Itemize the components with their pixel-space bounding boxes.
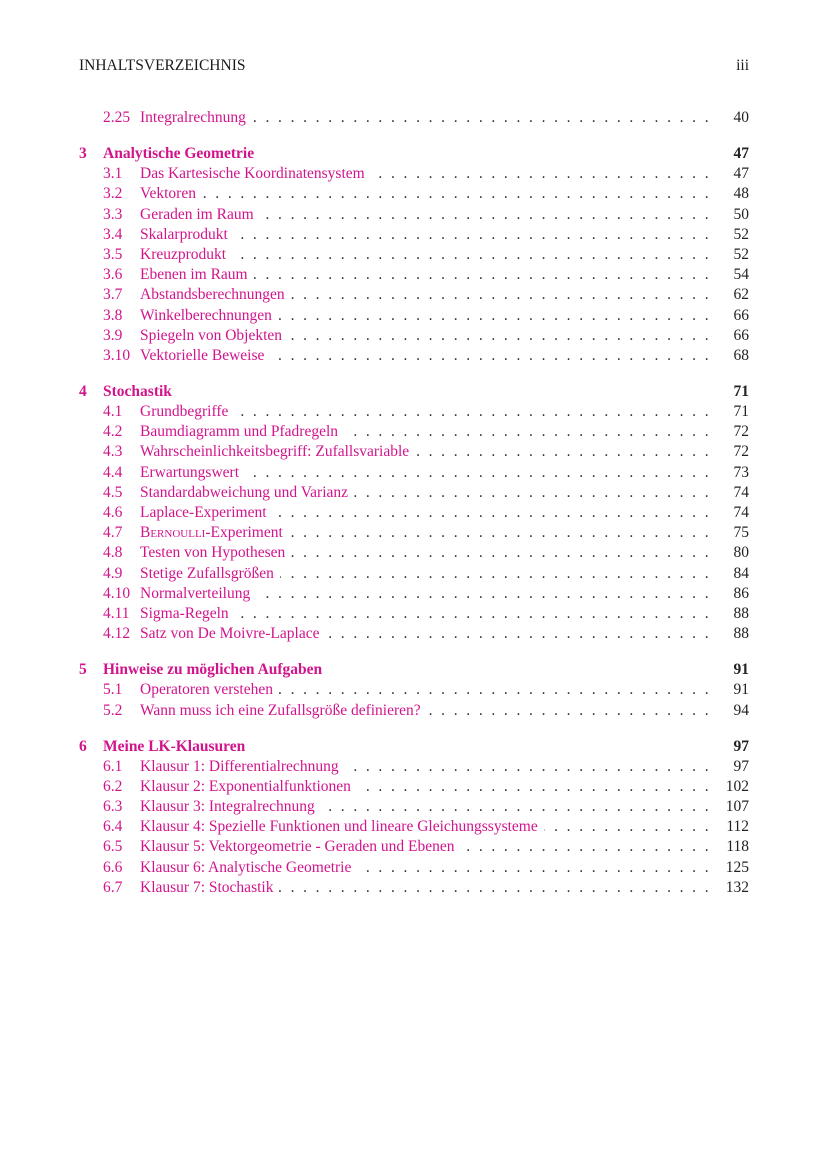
toc-entry-leader xyxy=(140,483,711,503)
toc-entry-page: 52 xyxy=(733,225,749,243)
toc-entry-page: 73 xyxy=(733,463,749,481)
toc-entry[interactable] xyxy=(79,503,749,523)
toc-entry-leader xyxy=(140,777,711,797)
running-header xyxy=(79,57,749,79)
toc-entry-number: 4.10 xyxy=(103,584,131,602)
toc-entry[interactable] xyxy=(79,306,749,326)
toc-entry[interactable] xyxy=(79,442,749,462)
toc-entry-label: Spiegeln von Objekten xyxy=(140,327,288,344)
toc-entry[interactable] xyxy=(79,164,749,184)
toc-chapter-label: Stochastik xyxy=(103,383,172,401)
toc-chapter-number: 3 xyxy=(79,145,87,163)
toc-entry[interactable] xyxy=(79,265,749,285)
toc-entry-page: 75 xyxy=(733,524,749,542)
toc-entry[interactable] xyxy=(79,777,749,797)
toc-chapter[interactable] xyxy=(79,736,749,757)
toc-entry-label: Abstandsberechnungen xyxy=(140,286,291,303)
toc-entry-label: Klausur 3: Integralrechnung xyxy=(140,798,321,815)
toc-entry-page: 66 xyxy=(733,306,749,324)
toc-entry[interactable] xyxy=(79,701,749,721)
toc-entry-number: 6.2 xyxy=(103,777,123,795)
toc-entry-page: 112 xyxy=(726,818,749,836)
toc-entry-number: 3.9 xyxy=(103,326,123,344)
toc-entry-page: 48 xyxy=(733,185,749,203)
toc-chapter-label: Meine LK-Klausuren xyxy=(103,737,246,755)
toc-entry-leader xyxy=(140,584,711,604)
toc-entry[interactable] xyxy=(79,858,749,878)
toc-entry-label: Klausur 6: Analytische Geometrie xyxy=(140,859,357,876)
toc-entry-label: Grundbegriffe xyxy=(140,403,234,420)
toc-entry-label: Klausur 5: Vektorgeometrie - Geraden und Ebenen xyxy=(140,838,461,855)
toc-entry[interactable] xyxy=(79,108,749,128)
toc-entry-leader xyxy=(140,184,711,204)
toc-entry-number: 5.2 xyxy=(103,701,123,719)
toc-chapter-number: 5 xyxy=(79,661,87,679)
toc-entry-label: Integralrechnung xyxy=(140,109,252,126)
toc-entry-leader xyxy=(140,245,711,265)
toc-entry-page: 84 xyxy=(733,564,749,582)
toc-entry-number: 3.3 xyxy=(103,205,123,223)
toc-entry-number: 4.4 xyxy=(103,463,123,481)
toc-entry-page: 62 xyxy=(733,286,749,304)
toc-entry[interactable] xyxy=(79,680,749,700)
toc-entry-label: Wann muss ich eine Zufallsgröße definieren? xyxy=(140,702,427,719)
toc-entry-leader xyxy=(140,346,711,366)
toc-entry-number: 4.11 xyxy=(103,604,130,622)
toc-entry-leader xyxy=(140,757,711,777)
toc-entry-leader xyxy=(140,205,711,225)
toc-entry-page: 97 xyxy=(733,757,749,775)
toc-entry-number: 6.5 xyxy=(103,838,123,856)
toc-entry-page: 72 xyxy=(733,443,749,461)
toc-entry[interactable] xyxy=(79,483,749,503)
toc-entry-number: 3.5 xyxy=(103,245,123,263)
toc-entry[interactable] xyxy=(79,285,749,305)
toc-chapter-number: 4 xyxy=(79,383,87,401)
toc-entry-leader xyxy=(140,442,711,462)
toc-entry-page: 40 xyxy=(733,109,749,126)
toc-entry-number: 4.7 xyxy=(103,524,123,542)
toc-entry-page: 68 xyxy=(733,346,749,364)
toc-entry[interactable] xyxy=(79,624,749,644)
toc-chapter-page: 47 xyxy=(733,145,749,163)
toc-entry-leader xyxy=(140,306,711,326)
toc-chapter[interactable] xyxy=(79,659,749,680)
toc-entry-label: Winkelberechnungen xyxy=(140,307,278,324)
toc-entry-page: 50 xyxy=(733,205,749,223)
table-of-contents xyxy=(79,108,749,898)
toc-entry-leader xyxy=(140,837,711,857)
toc-entry-number: 3.8 xyxy=(103,306,123,324)
toc-entry-leader xyxy=(140,225,711,245)
toc-entry-number: 4.12 xyxy=(103,625,131,643)
toc-entry-label: Operatoren verstehen xyxy=(140,681,279,698)
toc-entry-page: 107 xyxy=(725,798,749,816)
toc-entry-number: 3.4 xyxy=(103,225,123,243)
toc-entry-page: 52 xyxy=(733,245,749,263)
toc-entry[interactable] xyxy=(79,817,749,837)
toc-entry-page: 72 xyxy=(733,423,749,441)
toc-entry-label: Ebenen im Raum xyxy=(140,266,254,283)
toc-entry-label: Bernoulli-Experiment xyxy=(140,524,289,541)
toc-entry-page: 118 xyxy=(726,838,749,856)
toc-entry-page: 125 xyxy=(725,858,749,876)
toc-entry[interactable] xyxy=(79,543,749,563)
toc-entry-label: Klausur 7: Stochastik xyxy=(140,879,279,896)
header-page-number: iii xyxy=(736,57,749,74)
toc-entry-number: 4.5 xyxy=(103,483,123,501)
toc-entry-label: Wahrscheinlichkeitsbegriff: Zufallsvariable xyxy=(140,443,415,460)
toc-entry[interactable] xyxy=(79,326,749,346)
toc-entry-page: 71 xyxy=(733,403,749,421)
toc-chapter[interactable] xyxy=(79,143,749,164)
toc-entry-label: Geraden im Raum xyxy=(140,206,260,223)
toc-chapter-page: 71 xyxy=(733,383,749,401)
toc-entry-number: 5.1 xyxy=(103,681,123,699)
toc-entry[interactable] xyxy=(79,584,749,604)
toc-entry-page: 86 xyxy=(733,584,749,602)
toc-entry-label: Klausur 1: Differentialrechnung xyxy=(140,758,345,775)
toc-entry-label: Das Kartesische Koordinatensystem xyxy=(140,165,371,182)
toc-entry-leader xyxy=(140,108,711,128)
toc-entry-leader xyxy=(140,858,711,878)
toc-entry[interactable] xyxy=(79,523,749,543)
toc-entry[interactable] xyxy=(79,205,749,225)
toc-entry[interactable] xyxy=(79,878,749,898)
toc-entry-leader xyxy=(140,543,711,563)
toc-entry-number: 6.7 xyxy=(103,878,123,896)
toc-entry-page: 94 xyxy=(733,701,749,719)
toc-chapter-page: 91 xyxy=(733,661,749,679)
toc-entry-label: Stetige Zufallsgrößen xyxy=(140,565,280,582)
toc-entry[interactable] xyxy=(79,797,749,817)
toc-entry-leader xyxy=(140,326,711,346)
toc-entry-label: Vektoren xyxy=(140,185,202,202)
toc-entry-page: 47 xyxy=(733,165,749,183)
toc-entry-number: 4.3 xyxy=(103,443,123,461)
toc-entry-page: 102 xyxy=(725,777,749,795)
toc-entry[interactable] xyxy=(79,184,749,204)
toc-entry-leader xyxy=(140,797,711,817)
toc-chapter-number: 6 xyxy=(79,737,87,755)
toc-entry-number: 4.8 xyxy=(103,544,123,562)
toc-entry-leader xyxy=(140,604,711,624)
toc-chapter-page: 97 xyxy=(733,737,749,755)
toc-entry-number: 6.1 xyxy=(103,757,123,775)
toc-entry-number: 4.2 xyxy=(103,423,123,441)
toc-entry-leader xyxy=(140,285,711,305)
toc-entry-page: 74 xyxy=(733,504,749,521)
toc-entry-number: 3.10 xyxy=(103,346,131,364)
toc-entry[interactable] xyxy=(79,402,749,422)
toc-entry[interactable] xyxy=(79,245,749,265)
toc-entry-label: Normalverteilung xyxy=(140,585,256,602)
toc-entry-leader xyxy=(140,265,711,285)
toc-chapter[interactable] xyxy=(79,381,749,402)
header-title: INHALTSVERZEICHNIS xyxy=(79,57,246,74)
toc-entry-leader xyxy=(140,817,711,837)
toc-entry-label: Satz von De Moivre-Laplace xyxy=(140,625,325,642)
toc-chapter-label: Analytische Geometrie xyxy=(103,145,255,163)
toc-entry-number: 6.3 xyxy=(103,798,123,816)
toc-entry-leader xyxy=(140,624,711,644)
toc-entry-leader xyxy=(140,402,711,422)
toc-entry[interactable] xyxy=(79,463,749,483)
toc-entry-leader xyxy=(140,463,711,483)
toc-entry-label: Skalarprodukt xyxy=(140,226,234,243)
toc-entry-leader xyxy=(140,523,711,543)
toc-entry-number: 3.6 xyxy=(103,266,123,284)
toc-entry-page: 132 xyxy=(725,878,749,896)
toc-entry-label: Klausur 4: Spezielle Funktionen und lineare Gleichungssysteme xyxy=(140,818,544,835)
toc-entry[interactable] xyxy=(79,564,749,584)
toc-entry-label: Sigma-Regeln xyxy=(140,605,235,622)
toc-entry-label: Standardabweichung und Varianz xyxy=(140,484,354,501)
toc-entry-page: 88 xyxy=(733,625,749,643)
toc-entry-number: 6.6 xyxy=(103,858,123,876)
toc-entry-label: Testen von Hypothesen xyxy=(140,544,291,561)
toc-chapter-label: Hinweise zu möglichen Aufgaben xyxy=(103,661,323,679)
toc-entry-number: 2.25 xyxy=(103,109,131,126)
toc-entry-page: 91 xyxy=(733,681,749,699)
toc-entry-page: 66 xyxy=(733,326,749,344)
toc-entry-label: Kreuzprodukt xyxy=(140,246,232,263)
toc-entry-label: Vektorielle Beweise xyxy=(140,347,270,364)
toc-entry-label: Klausur 2: Exponentialfunktionen xyxy=(140,778,357,795)
toc-entry-leader xyxy=(140,422,711,442)
toc-entry[interactable] xyxy=(79,346,749,366)
toc-entry-number: 3.7 xyxy=(103,286,123,304)
toc-entry[interactable] xyxy=(79,225,749,245)
toc-entry-leader xyxy=(140,878,711,898)
toc-entry-leader xyxy=(140,164,711,184)
toc-entry[interactable] xyxy=(79,604,749,624)
toc-entry[interactable] xyxy=(79,422,749,442)
toc-entry-number: 3.1 xyxy=(103,165,123,183)
toc-entry-number: 3.2 xyxy=(103,185,123,203)
toc-entry-number: 6.4 xyxy=(103,818,123,836)
toc-entry[interactable] xyxy=(79,757,749,777)
toc-entry[interactable] xyxy=(79,837,749,857)
toc-entry-label: Erwartungswert xyxy=(140,464,245,481)
toc-entry-page: 80 xyxy=(733,544,749,562)
toc-entry-leader xyxy=(140,503,711,523)
toc-entry-page: 74 xyxy=(733,483,749,501)
toc-entry-page: 54 xyxy=(733,266,749,284)
toc-entry-leader xyxy=(140,564,711,584)
toc-entry-leader xyxy=(140,701,711,721)
toc-entry-label: Baumdiagramm und Pfadregeln xyxy=(140,423,344,440)
toc-entry-leader xyxy=(140,680,711,700)
toc-entry-page: 88 xyxy=(733,604,749,622)
toc-entry-label: Laplace-Experiment xyxy=(140,504,273,521)
toc-entry-number: 4.9 xyxy=(103,564,123,582)
toc-entry-number: 4.1 xyxy=(103,403,123,421)
toc-entry-number: 4.6 xyxy=(103,504,123,521)
